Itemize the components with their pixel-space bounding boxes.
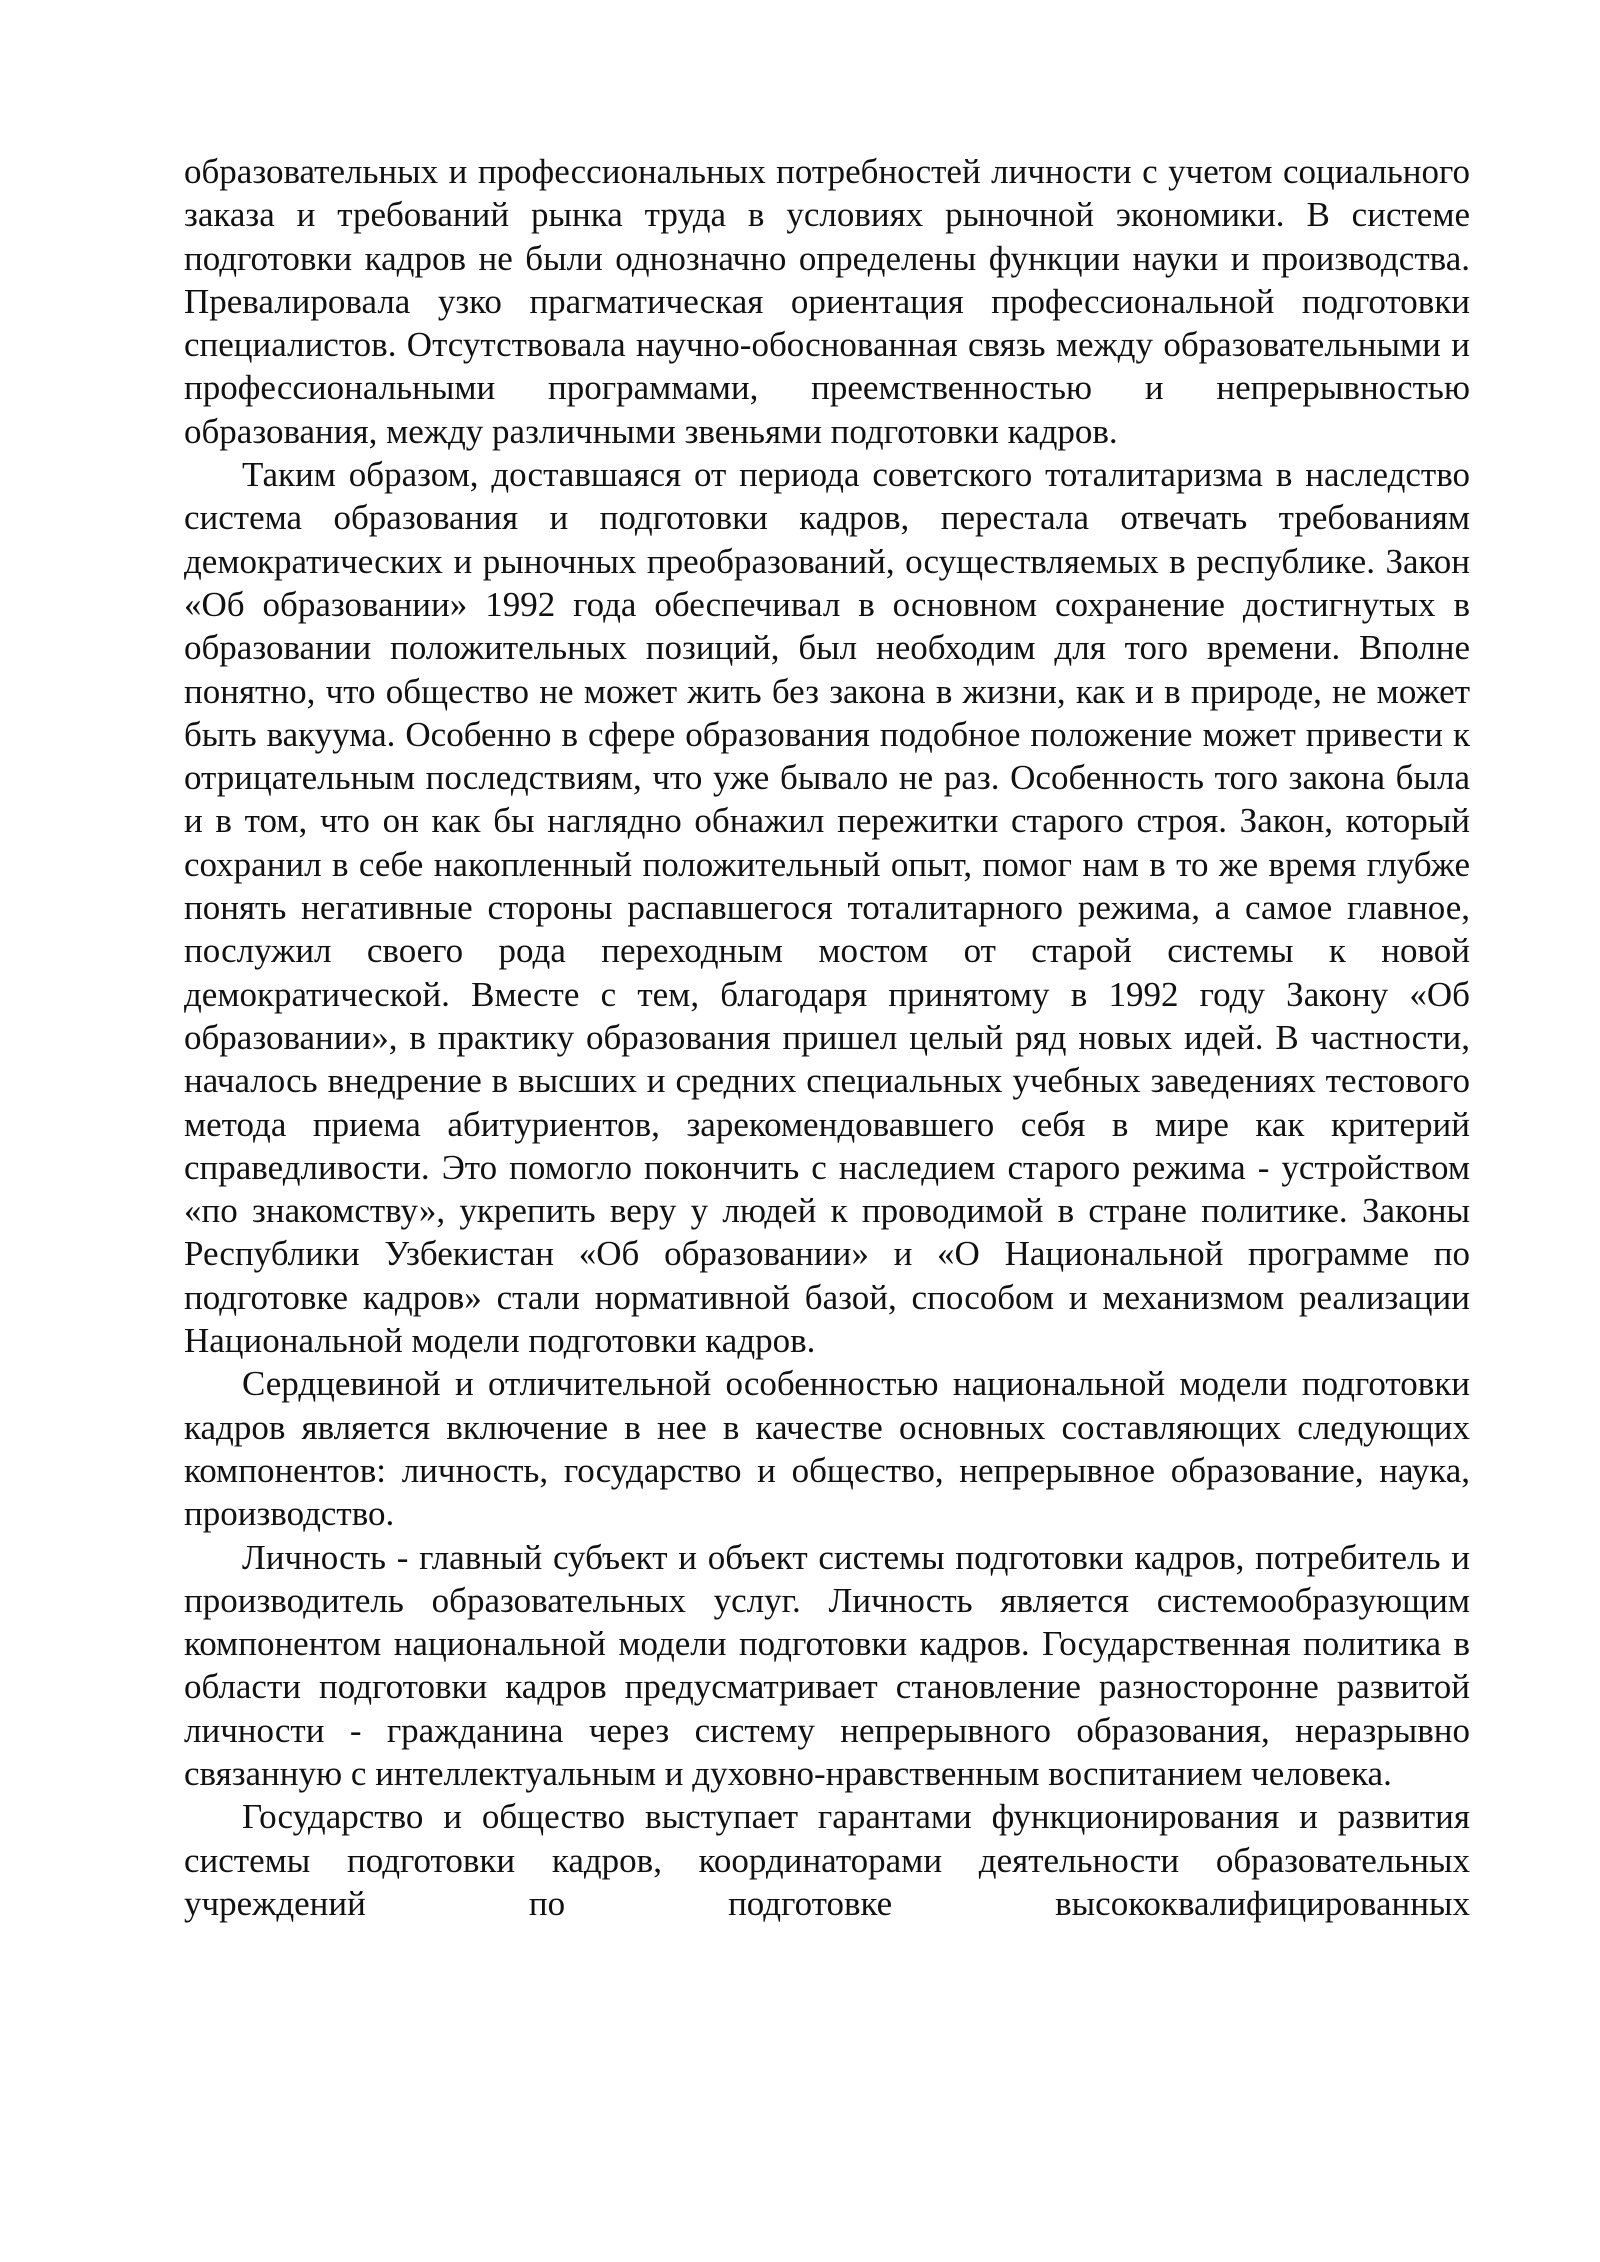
paragraph-1: образовательных и профессиональных потребностей личности с учетом социального заказа и требований рынка труда в условиях рыночной экономики. В системе подготовки кадров не были однозначно определены функции науки и производства. Превалировала узко прагматическая ориентация профессиональной подготовки специалистов. Отсутствовала научно-обоснованная связь между образовательными и профессиональными программами, преемственностью и непрерывностью образования, между различными звеньями подготовки кадров. [184, 152, 1470, 451]
paragraph-3: Сердцевиной и отличительной особенностью национальной модели подготовки кадров является включение в нее в качестве основных составляющих следующих компонентов: личность, государство и общество, непрерывное образование, наука, производство. [184, 1364, 1470, 1534]
paragraph-5: Государство и общество выступает гарантами функционирования и развития системы подготовки кадров, координаторами деятельности образовательных учреждений по подготовке высококвалифицированных [184, 1797, 1470, 1923]
paragraph-4: Личность - главный субъект и объект системы подготовки кадров, потребитель и производитель образовательных услуг. Личность является системообразующим компонентом национальной модели подготовки кадров. Государственная политика в области подготовки кадров предусматривает становление разносторонне развитой личности - гражданина через систему непрерывного образования, неразрывно связанную с интеллектуальным и духовно-нравственным воспитанием человека. [184, 1537, 1470, 1793]
document-body [184, 150, 1470, 1925]
paragraph-2: Таким образом, доставшаяся от периода советского тоталитаризма в наследство система образования и подготовки кадров, перестала отвечать требованиям демократических и рыночных преобразований, осуществляемых в республике. Закон «Об образовании» 1992 года обеспечивал в основном сохранение достигнутых в образовании положительных позиций, был необходим для того времени. Вполне понятно, что общество не может жить без закона в жизни, как и в природе, не может быть вакуума. Особенно в сфере образования подобное положение может привести к отрицательным последствиям, что уже бывало не раз. Особенность того закона была и в том, что он как бы наглядно обнажил пережитки старого строя. Закон, который сохранил в себе накопленный положительный опыт, помог нам в то же время глубже понять негативные стороны распавшегося тоталитарного режима, а самое главное, послужил своего рода переходным мостом от старой системы к новой демократической. Вместе с тем, благодаря принятому в 1992 году Закону «Об образовании», в практику образования пришел целый ряд новых идей. В частности, началось внедрение в высших и средних специальных учебных заведениях тестового метода приема абитуриентов, зарекомендовавшего себя в мире как критерий справедливости. Это помогло покончить с наследием старого режима - устройством «по знакомству», укрепить веру у людей к проводимой в стране политике. Законы Республики Узбекистан «Об образовании» и «О Национальной программе по подготовке кадров» стали нормативной базой, способом и механизмом реализации Национальной модели подготовки кадров. [184, 455, 1470, 1361]
